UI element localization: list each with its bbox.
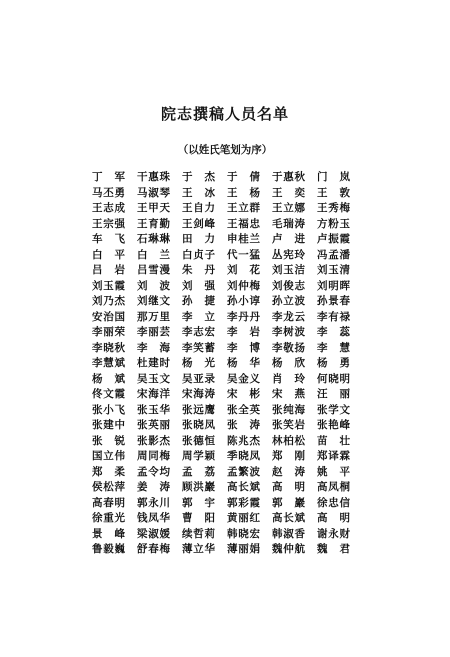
- name-entry: 田 力: [182, 233, 215, 245]
- name-entry: 杨 欣: [272, 357, 305, 369]
- name-entry: 郑 刚: [272, 450, 305, 462]
- name-row: [92, 263, 362, 279]
- name-entry: 王 奕: [272, 186, 305, 199]
- name-entry: 肖 玲: [272, 372, 305, 385]
- name-entry: 张小飞: [92, 403, 125, 416]
- name-entry: 干惠珠: [137, 171, 170, 183]
- name-entry: 宋海洋: [137, 388, 170, 400]
- name-entry: 张艳峰: [317, 419, 350, 431]
- name-entry: 毛瑞涛: [272, 217, 305, 230]
- name-entry: 王甲天: [137, 202, 170, 214]
- name-entry: 吴亚录: [182, 372, 215, 385]
- name-entry: 徐忠信: [317, 496, 350, 509]
- name-entry: 林柏松: [272, 434, 305, 447]
- name-entry: 方粉玉: [317, 217, 350, 230]
- name-entry: 景 峰: [92, 527, 125, 540]
- name-entry: 高 明: [317, 512, 350, 524]
- name-row: [92, 248, 362, 264]
- name-row: [92, 279, 362, 295]
- name-entry: 高 明: [272, 481, 305, 493]
- name-entry: 吕 岩: [92, 264, 125, 276]
- name-row: [92, 480, 362, 496]
- name-entry: 宋 彬: [227, 388, 260, 400]
- name-row: [92, 201, 362, 217]
- name-entry: 宋海涛: [182, 388, 215, 400]
- name-entry: 冯孟潘: [317, 248, 350, 261]
- name-entry: 申桂兰: [227, 233, 260, 245]
- name-entry: 刘 花: [227, 264, 260, 276]
- name-entry: 白 平: [92, 248, 125, 261]
- name-entry: 郭永川: [137, 496, 170, 509]
- name-entry: 门 岚: [317, 171, 350, 183]
- name-entry: 李慧斌: [92, 357, 125, 369]
- name-entry: 张德恒: [182, 434, 215, 447]
- name-entry: 于惠秋: [272, 171, 305, 183]
- name-entry: 刘明晖: [317, 279, 350, 292]
- name-entry: 张学文: [317, 403, 350, 416]
- name-entry: 周学颖: [182, 450, 215, 462]
- name-entry: 孟 荔: [182, 465, 215, 478]
- name-entry: 魏仲航: [272, 543, 305, 555]
- name-entry: 郭 巖: [272, 496, 305, 509]
- name-entry: 于 倩: [227, 171, 260, 183]
- name-row: [92, 496, 362, 512]
- name-entry: 吕雪漫: [137, 264, 170, 276]
- name-entry: 宋 燕: [272, 388, 305, 400]
- name-entry: 侯松萍: [92, 481, 125, 493]
- name-entry: 丁 军: [92, 171, 125, 183]
- name-entry: 姚 平: [317, 465, 350, 478]
- name-entry: 李丹丹: [227, 310, 260, 323]
- name-entry: 谢永财: [317, 527, 350, 540]
- name-entry: 王自力: [182, 202, 215, 214]
- name-entry: 张笑岩: [272, 419, 305, 431]
- name-entry: 孙景春: [317, 295, 350, 307]
- name-entry: 张英丽: [137, 419, 170, 431]
- name-entry: 黄丽红: [227, 512, 260, 524]
- name-entry: 张纯海: [272, 403, 305, 416]
- name-entry: 张 涛: [227, 419, 260, 431]
- name-entry: 徐重光: [92, 512, 125, 524]
- name-entry: 李龙云: [272, 310, 305, 323]
- name-entry: 张远鹰: [182, 403, 215, 416]
- name-entry: 续哲莉: [182, 527, 215, 540]
- name-entry: 马淑琴: [137, 186, 170, 199]
- name-entry: 张影杰: [137, 434, 170, 447]
- name-entry: 高春明: [92, 496, 125, 509]
- name-entry: 孟繁波: [227, 465, 260, 478]
- name-entry: 王 杨: [227, 186, 260, 199]
- name-row: [92, 403, 362, 419]
- name-entry: 刘俊志: [272, 279, 305, 292]
- name-entry: 苗 壮: [317, 434, 350, 447]
- page-title: 院志撰稿人员名单: [160, 105, 289, 123]
- name-entry: 季晓凤: [227, 450, 260, 462]
- name-entry: 孙小谆: [227, 295, 260, 307]
- name-entry: 李 岩: [227, 326, 260, 338]
- name-entry: 王秀梅: [317, 202, 350, 214]
- name-entry: 李丽芸: [137, 326, 170, 338]
- name-entry: 李 蕊: [317, 326, 350, 338]
- name-entry: 李丽荣: [92, 326, 125, 338]
- name-entry: 孙 捷: [182, 295, 215, 307]
- name-entry: 高长斌: [227, 481, 260, 493]
- name-entry: 李 海: [137, 341, 170, 354]
- name-entry: 那万里: [137, 310, 170, 323]
- name-entry: 张玉华: [137, 403, 170, 416]
- name-entry: 车 飞: [92, 233, 125, 245]
- name-entry: 陈兆杰: [227, 434, 260, 447]
- name-entry: 郭彩霞: [227, 496, 260, 509]
- name-entry: 李笑蓄: [182, 341, 215, 354]
- name-entry: 郭 宇: [182, 496, 215, 509]
- name-entry: 于 杰: [182, 171, 215, 183]
- name-entry: 王福忠: [227, 217, 260, 230]
- name-entry: 钱凤华: [137, 512, 170, 524]
- name-list: [92, 170, 362, 558]
- name-entry: 郑 柔: [92, 465, 125, 478]
- name-entry: 王宗强: [92, 217, 125, 230]
- name-entry: 李有禄: [317, 310, 350, 323]
- name-entry: 刘 强: [182, 279, 215, 292]
- name-entry: 赵 涛: [272, 465, 305, 478]
- name-entry: 郑译霖: [317, 450, 350, 462]
- name-entry: 韩淑香: [272, 527, 305, 540]
- name-entry: 安治国: [92, 310, 125, 323]
- name-entry: 吴玉文: [137, 372, 170, 385]
- name-row: [92, 170, 362, 186]
- name-entry: 杜建时: [137, 357, 170, 369]
- name-entry: 王立群: [227, 202, 260, 214]
- name-entry: 国立伟: [92, 450, 125, 462]
- name-entry: 李 慧: [317, 341, 350, 354]
- name-row: [92, 310, 362, 326]
- name-entry: 顾洪巖: [182, 481, 215, 493]
- name-entry: 姜 涛: [137, 481, 170, 493]
- name-row: [92, 294, 362, 310]
- name-entry: 鲁毅巍: [92, 543, 125, 555]
- name-entry: 李 立: [182, 310, 215, 323]
- name-row: [92, 527, 362, 543]
- name-row: [92, 449, 362, 465]
- name-row: [92, 465, 362, 481]
- name-entry: 张 锐: [92, 434, 125, 447]
- name-row: [92, 217, 362, 233]
- name-entry: 梁淑媛: [137, 527, 170, 540]
- name-entry: 杨光: [182, 357, 215, 369]
- name-row: [92, 542, 362, 558]
- name-entry: 李晓秋: [92, 341, 125, 354]
- name-entry: 何晓明: [317, 372, 350, 385]
- name-entry: 杨 勇: [317, 357, 350, 369]
- name-entry: 高长斌: [272, 512, 305, 524]
- name-entry: 代一猛: [227, 248, 260, 261]
- name-entry: 杨 斌: [92, 372, 125, 385]
- name-entry: 李敬扬: [272, 341, 305, 354]
- name-entry: 张建中: [92, 419, 125, 431]
- name-entry: 王立娜: [272, 202, 305, 214]
- name-entry: 吴金义: [227, 372, 260, 385]
- name-entry: 舒春梅: [137, 543, 170, 555]
- name-entry: 周同梅: [137, 450, 170, 462]
- name-row: [92, 341, 362, 357]
- name-row: [92, 434, 362, 450]
- name-entry: 杨 华: [227, 357, 260, 369]
- name-entry: 高凤桐: [317, 481, 350, 493]
- name-entry: 石琳琳: [137, 233, 170, 245]
- name-entry: 刘玉清: [317, 264, 350, 276]
- name-entry: 薄立华: [182, 543, 215, 555]
- name-entry: 刘玉霞: [92, 279, 125, 292]
- name-entry: 李 博: [227, 341, 260, 354]
- name-entry: 曹 阳: [182, 512, 215, 524]
- name-entry: 李志宏: [182, 326, 215, 338]
- name-row: [92, 186, 362, 202]
- name-entry: 张全英: [227, 403, 260, 416]
- name-entry: 王 冰: [182, 186, 215, 199]
- name-entry: 刘 波: [137, 279, 170, 292]
- name-entry: 刘玉洁: [272, 264, 305, 276]
- name-entry: 王育勤: [137, 217, 170, 230]
- name-entry: 佟文霞: [92, 388, 125, 400]
- name-entry: 孟令均: [137, 465, 170, 478]
- name-entry: 王剑峰: [182, 217, 215, 230]
- name-entry: 王 敦: [317, 186, 350, 199]
- name-entry: 汪 丽: [317, 388, 350, 400]
- page-subtitle: （以姓氏笔划为序）: [177, 144, 273, 156]
- name-entry: 白 兰: [137, 248, 170, 261]
- name-entry: 卢 进: [272, 233, 305, 245]
- name-entry: 卢振霞: [317, 233, 350, 245]
- name-row: [92, 387, 362, 403]
- name-entry: 韩晓宏: [227, 527, 260, 540]
- name-entry: 薄丽娟: [227, 543, 260, 555]
- name-row: [92, 511, 362, 527]
- name-entry: 王志成: [92, 202, 125, 214]
- name-entry: 孙立波: [272, 295, 305, 307]
- name-entry: 刘仲梅: [227, 279, 260, 292]
- name-entry: 魏 君: [317, 543, 350, 555]
- name-entry: 丛宪玲: [272, 248, 305, 261]
- name-row: [92, 418, 362, 434]
- name-entry: 朱 丹: [182, 264, 215, 276]
- name-entry: 张晓凤: [182, 419, 215, 431]
- name-row: [92, 232, 362, 248]
- name-entry: 刘乃杰: [92, 295, 125, 307]
- name-row: [92, 325, 362, 341]
- name-entry: 白贞子: [182, 248, 215, 261]
- name-entry: 刘继文: [137, 295, 170, 307]
- name-entry: 马丕勇: [92, 186, 125, 199]
- name-row: [92, 356, 362, 372]
- name-entry: 李树波: [272, 326, 305, 338]
- name-row: [92, 372, 362, 388]
